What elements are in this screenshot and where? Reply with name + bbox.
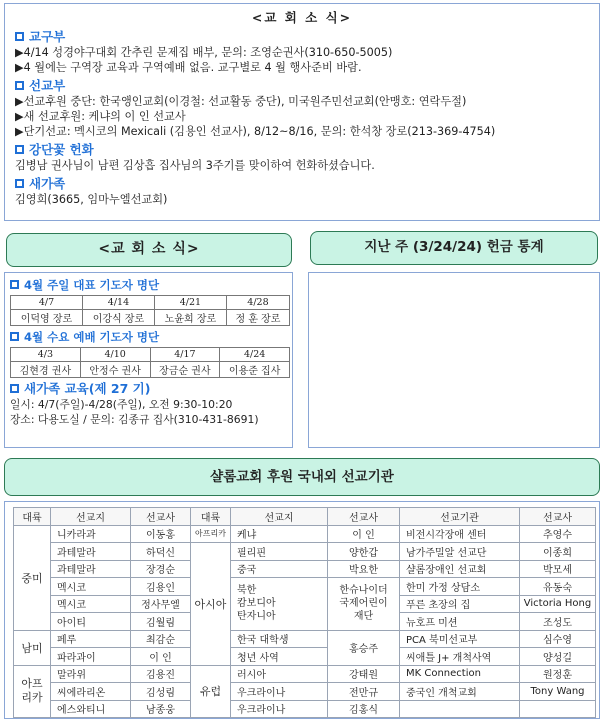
site-cell: 북한 캄보디아 탄자니아 bbox=[231, 578, 328, 631]
site-cell: 파라과이 bbox=[51, 648, 131, 666]
missionary-cell: 정사무엘 bbox=[131, 595, 191, 613]
prayer-name: 이용준 집사 bbox=[220, 362, 290, 378]
site-cell: 멕시코 bbox=[51, 578, 131, 596]
site-cell: 케냐 bbox=[231, 525, 328, 543]
header-cell: 선교지 bbox=[231, 508, 328, 526]
site-cell: 한국 대학생 bbox=[231, 630, 328, 648]
region-cell: 아프 리카 bbox=[14, 665, 51, 718]
table-row bbox=[14, 683, 596, 701]
wednesday-prayer-heading: 4월 수요 예배 기도자 명단 bbox=[10, 329, 287, 345]
missions-box bbox=[4, 501, 600, 719]
missionary-cell: 최감순 bbox=[131, 630, 191, 648]
missionary-cell: 이동홍 bbox=[131, 525, 191, 543]
missionary-cell: Victoria Hong bbox=[520, 595, 596, 613]
site-cell: 중국 bbox=[231, 560, 328, 578]
sunday-prayer-table bbox=[10, 295, 290, 326]
agency-cell: 한미 가정 상담소 bbox=[400, 578, 520, 596]
site-cell: 우크라이나 bbox=[231, 700, 328, 718]
wednesday-prayer-table bbox=[10, 347, 290, 378]
prayer-name: 안정수 권사 bbox=[80, 362, 150, 378]
news-line: ▶단기선교: 멕시코의 Mexicali (김용인 선교사), 8/12~8/16, 문의: 한석창 장로(213-369-4754) bbox=[15, 125, 496, 138]
section-heading-missions: 선교부 bbox=[15, 78, 589, 94]
prayer-name: 정 훈 장로 bbox=[226, 310, 289, 326]
region-cell: 남미 bbox=[14, 630, 51, 665]
site-cell: 아이티 bbox=[51, 613, 131, 631]
site-cell: 에스와티니 bbox=[51, 700, 131, 718]
missionary-cell: 조성도 bbox=[520, 613, 596, 631]
agency-cell: 샬롬장애인 선교회 bbox=[400, 560, 520, 578]
region-cell: 아시아 bbox=[191, 543, 231, 666]
region-cell: 아프리카 bbox=[191, 525, 231, 543]
table-row bbox=[14, 578, 596, 596]
church-news-pill: <교 회 소 식> bbox=[6, 233, 292, 267]
missionary-cell: 장경순 bbox=[131, 560, 191, 578]
checkbox-square-icon bbox=[15, 179, 24, 188]
missionary-cell: 김월림 bbox=[131, 613, 191, 631]
education-line: 일시: 4/7(주일)-4/28(주일), 오전 9:30-10:20 bbox=[10, 398, 233, 411]
offering-stats-pill: 지난 주 (3/24/24) 헌금 통계 bbox=[310, 231, 598, 265]
table-row bbox=[14, 543, 596, 561]
agency-cell: MK Connection bbox=[400, 665, 520, 683]
missionary-cell: 이 인 bbox=[131, 648, 191, 666]
news-line: ▶4 월에는 구역장 교육과 구역예배 없음. 교구별로 4 월 행사준비 바람. bbox=[15, 61, 362, 74]
table-header-row bbox=[14, 508, 596, 526]
header-cell: 선교사 bbox=[328, 508, 400, 526]
missionary-cell bbox=[520, 700, 596, 718]
site-cell: 과테말라 bbox=[51, 543, 131, 561]
missionary-cell: Tony Wang bbox=[520, 683, 596, 701]
news-line: ▶새 선교후원: 케냐의 이 인 선교사 bbox=[15, 110, 186, 123]
prayer-date: 4/21 bbox=[154, 296, 226, 310]
prayer-date: 4/10 bbox=[80, 348, 150, 362]
site-cell: 청년 사역 bbox=[231, 648, 328, 666]
prayer-name: 장금순 권사 bbox=[150, 362, 220, 378]
missionary-cell: 강태원 bbox=[328, 665, 400, 683]
church-news-box bbox=[4, 3, 600, 221]
section-heading-new-family: 새가족 bbox=[15, 176, 589, 192]
section-heading-parish: 교구부 bbox=[15, 29, 589, 45]
missionary-cell: 하덕신 bbox=[131, 543, 191, 561]
checkbox-square-icon bbox=[10, 332, 19, 341]
prayer-date: 4/17 bbox=[150, 348, 220, 362]
agency-cell: 남가주밀알 선교단 bbox=[400, 543, 520, 561]
table-row bbox=[14, 525, 596, 543]
prayer-name: 이강식 장로 bbox=[82, 310, 154, 326]
site-cell: 과테말라 bbox=[51, 560, 131, 578]
agency-cell: 중국인 개척교회 bbox=[400, 683, 520, 701]
missions-table bbox=[13, 507, 596, 718]
header-cell: 선교기관 bbox=[400, 508, 520, 526]
prayer-name: 이덕영 장로 bbox=[11, 310, 83, 326]
prayer-date: 4/14 bbox=[82, 296, 154, 310]
missions-title-pill: 샬롬교회 후원 국내외 선교기관 bbox=[4, 458, 600, 496]
site-cell: 러시아 bbox=[231, 665, 328, 683]
missionary-cell: 홍승주 bbox=[328, 630, 400, 665]
missionary-cell: 심수영 bbox=[520, 630, 596, 648]
agency-cell: 씨애틀 J+ 개척사역 bbox=[400, 648, 520, 666]
section-heading-flowers: 강단꽃 헌화 bbox=[15, 142, 589, 158]
news-line: 김병남 권사님이 남편 김상흡 집사님의 3주기를 맞이하여 헌화하셨습니다. bbox=[15, 159, 375, 172]
agency-cell: 뉴호프 미션 bbox=[400, 613, 520, 631]
site-cell: 씨에라리온 bbox=[51, 683, 131, 701]
prayer-name: 노윤희 장로 bbox=[154, 310, 226, 326]
news-line: ▶선교후원 중단: 한국앵인교회(이경철: 선교활동 중단), 미국원주민선교회(안맹호: 연락두절) bbox=[15, 95, 467, 108]
education-line: 장소: 다용도실 / 문의: 김종규 집사(310-431-8691) bbox=[10, 413, 259, 426]
prayer-date: 4/7 bbox=[11, 296, 83, 310]
site-cell: 필리핀 bbox=[231, 543, 328, 561]
missionary-cell: 김홍식 bbox=[328, 700, 400, 718]
checkbox-square-icon bbox=[15, 81, 24, 90]
site-cell: 니카라과 bbox=[51, 525, 131, 543]
missionary-cell: 양한갑 bbox=[328, 543, 400, 561]
prayer-name: 김현경 권사 bbox=[11, 362, 81, 378]
prayer-date: 4/28 bbox=[226, 296, 289, 310]
header-cell: 대륙 bbox=[14, 508, 51, 526]
sunday-prayer-heading: 4월 주일 대표 기도자 명단 bbox=[10, 277, 287, 293]
missionary-cell: 원정훈 bbox=[520, 665, 596, 683]
table-row bbox=[14, 560, 596, 578]
missionary-cell: 한슈나이더 국제어린이 재단 bbox=[328, 578, 400, 631]
checkbox-square-icon bbox=[15, 145, 24, 154]
header-cell: 대륙 bbox=[191, 508, 231, 526]
missionary-cell: 박요한 bbox=[328, 560, 400, 578]
header-cell: 선교사 bbox=[520, 508, 596, 526]
offering-stats-box bbox=[308, 272, 600, 448]
site-cell: 말라위 bbox=[51, 665, 131, 683]
region-cell: 중미 bbox=[14, 525, 51, 630]
table-row bbox=[14, 648, 596, 666]
site-cell: 우크라이나 bbox=[231, 683, 328, 701]
new-family-education-heading: 새가족 교육(제 27 기) bbox=[10, 381, 287, 397]
missionary-cell: 추영수 bbox=[520, 525, 596, 543]
region-cell: 유럽 bbox=[191, 665, 231, 718]
church-news-title: <교 회 소 식> bbox=[251, 10, 353, 25]
table-row bbox=[14, 630, 596, 648]
missionary-cell: 남종웅 bbox=[131, 700, 191, 718]
missionary-cell: 김용인 bbox=[131, 578, 191, 596]
missionary-cell: 박모세 bbox=[520, 560, 596, 578]
checkbox-square-icon bbox=[10, 280, 19, 289]
agency-cell bbox=[400, 700, 520, 718]
agency-cell: 비전시각장애 센터 bbox=[400, 525, 520, 543]
header-cell: 선교사 bbox=[131, 508, 191, 526]
missionary-cell: 이종희 bbox=[520, 543, 596, 561]
prayer-date: 4/24 bbox=[220, 348, 290, 362]
missionary-cell: 전만규 bbox=[328, 683, 400, 701]
checkbox-square-icon bbox=[10, 384, 19, 393]
prayer-schedule-box bbox=[4, 272, 293, 448]
prayer-date: 4/3 bbox=[11, 348, 81, 362]
header-cell: 선교지 bbox=[51, 508, 131, 526]
missionary-cell: 이 인 bbox=[328, 525, 400, 543]
table-row bbox=[14, 700, 596, 718]
agency-cell: 푸른 초장의 집 bbox=[400, 595, 520, 613]
site-cell: 멕시코 bbox=[51, 595, 131, 613]
missionary-cell: 김성림 bbox=[131, 683, 191, 701]
site-cell: 페루 bbox=[51, 630, 131, 648]
table-row bbox=[14, 665, 596, 683]
news-line: ▶4/14 성경야구대회 간추린 문제집 배부, 문의: 조영순권사(310-650-5005) bbox=[15, 46, 393, 59]
news-line: 김영희(3665, 임마누엘선교회) bbox=[15, 193, 168, 206]
checkbox-square-icon bbox=[15, 32, 24, 41]
missionary-cell: 유동숙 bbox=[520, 578, 596, 596]
missionary-cell: 양성길 bbox=[520, 648, 596, 666]
agency-cell: PCA 북미선교부 bbox=[400, 630, 520, 648]
missionary-cell: 김용진 bbox=[131, 665, 191, 683]
